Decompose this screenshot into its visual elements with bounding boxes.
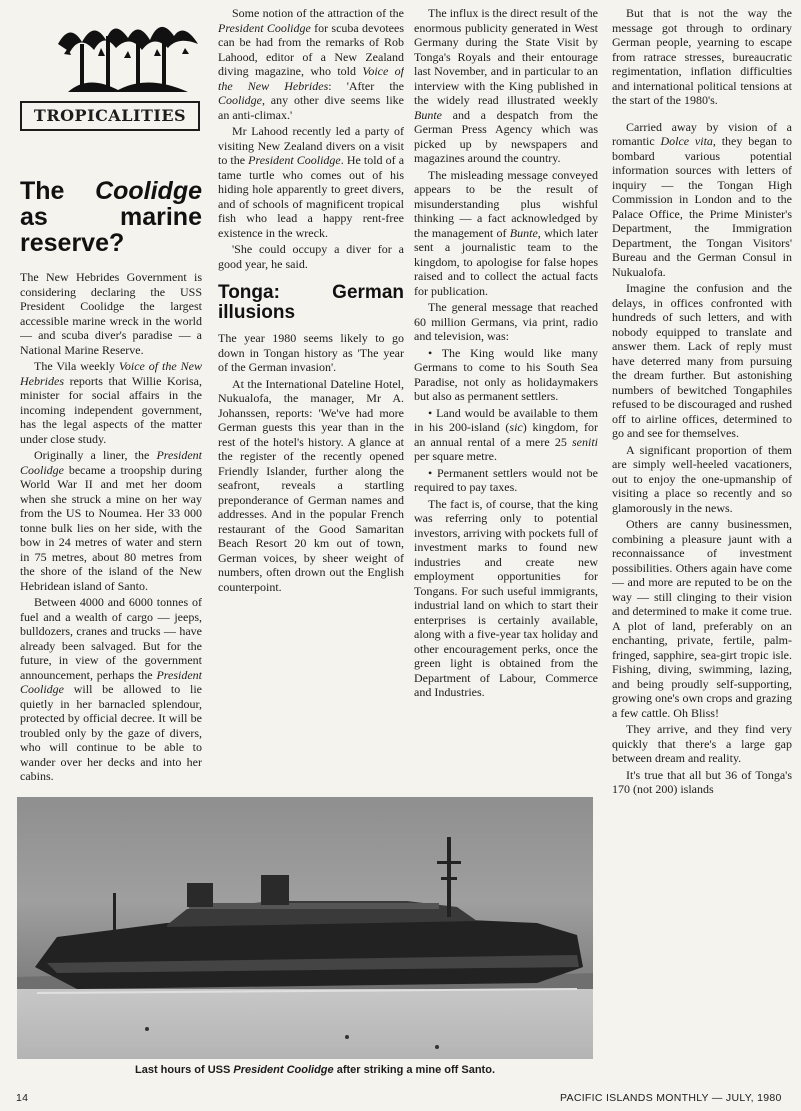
article1-paragraph: The New Hebrides Government is considering declaring the USS President Coolidge the largest accessible marine wreck in the world — and scuba diver's paradise — a National Marine Reserve.: [20, 270, 202, 357]
sinking-ship-image: [17, 797, 593, 1059]
article2-paragraph: At the International Dateline Hotel, Nukualofa, the manager, Mr A. Johanssen, reports: 'We've had more German guests this year than in the rest of the hotel's history. A glance at the register of the recently opened Friendly Islander, further along the seafront, reveals a startling preponderance of German names and addresses. And in the popular French restaurant of the Good Samaritan Beach Resort 20 km out of town, German voices, by sheer weight of numbers, often drown out the English counterpoint.: [218, 376, 404, 594]
article1-paragraph: 'She could occupy a diver for a good year, he said.: [218, 242, 404, 271]
article2-bullet: • Land would be available to them in his 200-island (sic) kingdom, for an annual rental of a mere 25 seniti per square metre.: [414, 405, 598, 463]
column-1: [20, 8, 202, 788]
article2-paragraph: But that is not the way the message got through to ordinary German people, yearning to escape from ratrace stresses, bureaucratic regimentation, inflation difficulties and international political tensions at the start of the 1980's.: [612, 6, 792, 107]
article1-paragraph: Some notion of the attraction of the President Coolidge for scuba devotees can be had from the remarks of Rob Lahood, editor of a New Zealand diving magazine, who told Voice of the New Hebrides: 'After the Coolidge, any other dive seems like an anti-climax.': [218, 6, 404, 122]
column-3: [414, 6, 598, 792]
ship-photo: [17, 797, 593, 1059]
article2-paragraph: Carried away by vision of a romantic Dolce vita, they began to bombard various potential information sources with letters of inquiry — the Tongan High Commission in London and to the Palace Office, the Prime Minister's Department, the Immigration Department, the Tongan Visitors' Bureau and the German Consul in Nukualofa.: [612, 119, 792, 279]
article2-paragraph: The fact is, of course, that the king was referring only to potential investors, arriving with pockets full of investment marks to found new industries and create new employment opportunities for Tongans. For such useful immigrants, industrial land on which to start their enterprises is certainly available, along with a five-year tax holiday and other encouragement perks, once the green light is obtained from the Department of Labour, Commerce and Industries.: [414, 496, 598, 699]
article1-headline: The Coolidge as marine reserve?: [20, 177, 202, 257]
photo-caption: Last hours of USS President Coolidge after striking a mine off Santo.: [134, 1064, 495, 1076]
article2-paragraph: The year 1980 seems likely to go down in Tongan history as 'The year of the German invasion'.: [218, 331, 404, 374]
article2-headline: Tonga: German illusions: [218, 282, 404, 323]
article2-paragraph: The misleading message conveyed appears to be the result of misunderstanding plus wishful thinking — a fact acknowledged by the management of Bunte, which later sent a journalistic team to the kingdom, to apologise for false hopes raised and to collect the actual facts for publication.: [414, 167, 598, 298]
section-label: TROPICALITIES: [20, 101, 200, 131]
article1-paragraph: The Vila weekly Voice of the New Hebrides reports that Willie Korisa, minister for social affairs in the incoming independent government, has the legal aspects of the matter under close study.: [20, 359, 202, 446]
article2-paragraph: Imagine the confusion and the delays, in offices confronted with hundreds of such letters, and with nobody equipped to translate and answer them. Lack of reply must have deterred many from pursuing the dream further. But astonishing numbers of bewitched Tongaphiles refused to be discouraged and rushed off to airline offices, determined to go and see for themselves.: [612, 281, 792, 440]
article1-paragraph: Mr Lahood recently led a party of visiting New Zealand divers on a visit to the President Coolidge. He told of a tame turtle who comes out of his hiding hole apparently to greet divers, and of schools of magnificent tropical fish who lead a happy rent-free existence in the wreck.: [218, 124, 404, 240]
article2-paragraph: Others are canny businessmen, combining a pleasure jaunt with a reconnaissance of investment possibilities. Others again have come — and more are reputed to be on the way — still clinging to their vision and determined to make it come true. A plot of land, preferably on an enchanting, private, fertile, palm-fringed, sapphire, sea-girt tropic isle. Fishing, diving, swimming, lazing, and being proudly self-supporting, growing one's own crops and grazing a few cattle. Oh Bliss!: [612, 517, 792, 720]
column-2: [218, 6, 404, 792]
article2-bullet: • Permanent settlers would not be required to pay taxes.: [414, 465, 598, 494]
article2-paragraph: It's true that all but 36 of Tonga's 170 (not 200) islands: [612, 767, 792, 796]
article2-paragraph: A significant proportion of them are simply well-heeled vacationers, out to enjoy the one-upmanship of visiting a place so recently and so glamorously in the news.: [612, 442, 792, 515]
article1-paragraph: Originally a liner, the President Coolidge became a troopship during World War II and met her doom when she struck a mine on her way from the US to Noumea. Her 33 000 tonne bulk lies on her side, with the bow in 24 metres of water and stern in 75 metres, about 80 metres from the shore of the island of the New Hebridean island of Santo.: [20, 448, 202, 593]
page-number: 14: [16, 1092, 29, 1104]
article2-paragraph: The influx is the direct result of the enormous publicity generated in West Germany during the State Visit by Tonga's Royals and their entourage last November, and in particular to an interview with the King published in the widely read illustrated weekly Bunte and a despatch from the German Press Agency which was picked up by newspapers and magazines around the country.: [414, 6, 598, 165]
article2-paragraph: They arrive, and they find very quickly that there's a large gap between dream and reality.: [612, 722, 792, 765]
article2-paragraph: The general message that reached 60 million Germans, via print, radio and television, was:: [414, 300, 598, 343]
article2-bullet: • The King would like many Germans to come to his South Sea Paradise, not only as holidaymakers but also as permanent settlers.: [414, 345, 598, 403]
article1-body-start: [20, 270, 202, 786]
publication-footer: PACIFIC ISLANDS MONTHLY — JULY, 1980: [560, 1092, 782, 1104]
column-4: [612, 6, 792, 1066]
article1-paragraph: Between 4000 and 6000 tonnes of fuel and a wealth of cargo — jeeps, bulldozers, cranes and trucks — have already been salvaged. But for the future, in view of the government announcement, perhaps the President Coolidge will be allowed to lie quietly in her barnacled splendour, protected by official decree. It will be troubled only by the gaze of divers, who will continue to be able to wander over her decks and into her cabins.: [20, 595, 202, 783]
